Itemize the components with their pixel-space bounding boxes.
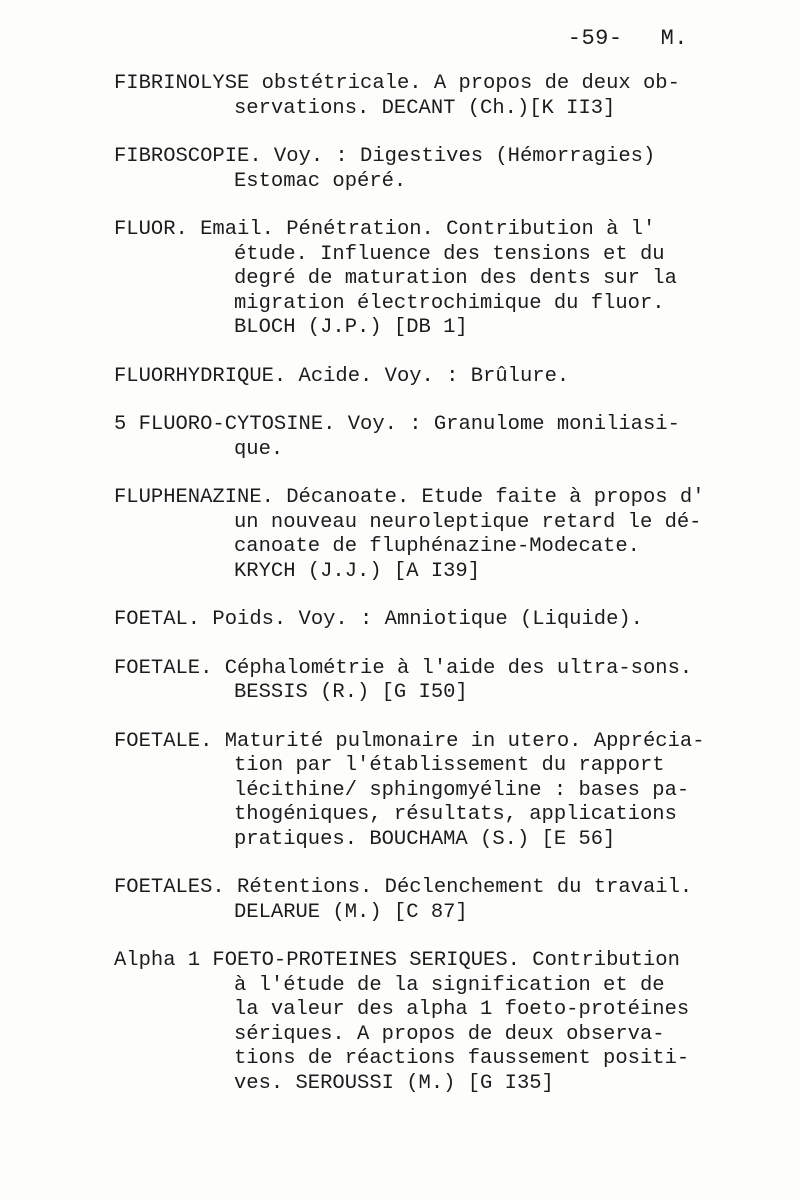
- entry-heading-line: FOETALES. Rétentions. Déclenchement du travail.: [114, 876, 693, 899]
- entry-heading-line: FIBRINOLYSE obstétricale. A propos de deux ob-: [114, 72, 680, 95]
- entry-continuation-line: tion par l'établissement du rapport: [234, 754, 665, 777]
- entry-heading-line: FLUPHENAZINE. Décanoate. Etude faite à propos d': [114, 486, 705, 509]
- entry-heading-line: FLUOR. Email. Pénétration. Contribution à l': [114, 218, 656, 241]
- index-entry: [114, 218, 694, 341]
- entry-continuation-line: BESSIS (R.) [G I50]: [234, 681, 468, 704]
- entry-continuation-line: que.: [234, 437, 284, 461]
- entry-heading-line: FLUORHYDRIQUE. Acide. Voy. : Brûlure.: [114, 364, 570, 388]
- entry-heading-line: FOETALE. Céphalométrie à l'aide des ultra-sons.: [114, 656, 693, 680]
- entry-continuation-line: lécithine/ sphingomyéline : bases pa-: [234, 778, 690, 802]
- entry-continuation-line: degré de maturation des dents sur la: [234, 267, 677, 290]
- entry-continuation-line: un nouveau neuroleptique retard le dé-: [234, 510, 702, 534]
- entry-continuation-line: la valeur des alpha 1 foeto-protéines: [234, 998, 690, 1021]
- entry-continuation-line: KRYCH (J.J.) [A I39]: [234, 559, 481, 583]
- entry-continuation-line: Estomac opéré.: [234, 169, 407, 193]
- entry-continuation-line: migration électrochimique du fluor.: [234, 291, 665, 315]
- entry-continuation-line: à l'étude de la signification et de: [234, 973, 665, 997]
- page-header: [568, 26, 688, 51]
- index-entry: [114, 949, 694, 1096]
- index-entry: [114, 72, 694, 121]
- entry-continuation-line: étude. Influence des tensions et du: [234, 242, 665, 266]
- index-entry: [114, 876, 694, 925]
- index-entry: [114, 145, 694, 194]
- entry-continuation-line: DELARUE (M.) [C 87]: [234, 900, 468, 924]
- entry-heading-line: FOETALE. Maturité pulmonaire in utero. Apprécia-: [114, 729, 705, 753]
- entry-heading-line: Alpha 1 FOETO-PROTEINES SERIQUES. Contribution: [114, 949, 680, 972]
- entry-continuation-line: tions de réactions faussement positi-: [234, 1047, 690, 1070]
- index-entry: [114, 413, 694, 462]
- index-entries: [114, 72, 705, 1120]
- entry-continuation-line: canoate de fluphénazine-Modecate.: [234, 535, 640, 558]
- index-entry: [114, 657, 694, 706]
- index-entry: [114, 729, 705, 853]
- index-entry: [114, 365, 694, 390]
- index-entry: [114, 486, 705, 584]
- entry-heading-line: FOETAL. Poids. Voy. : Amniotique (Liquide).: [114, 608, 643, 631]
- section-letter: M.: [660, 26, 688, 51]
- entry-continuation-line: servations. DECANT (Ch.)[K II3]: [234, 96, 616, 120]
- entry-continuation-line: thogéniques, résultats, applications: [234, 803, 677, 826]
- entry-continuation-line: pratiques. BOUCHAMA (S.) [E 56]: [234, 827, 616, 851]
- page-number: -59-: [567, 26, 623, 51]
- entry-heading-line: 5 FLUORO-CYTOSINE. Voy. : Granulome moniliasi-: [114, 413, 680, 436]
- entry-continuation-line: BLOCH (J.P.) [DB 1]: [234, 316, 468, 339]
- entry-continuation-line: ves. SEROUSSI (M.) [G I35]: [234, 1071, 554, 1095]
- entry-continuation-line: sériques. A propos de deux observa-: [234, 1022, 665, 1046]
- index-entry: [114, 608, 694, 633]
- entry-heading-line: FIBROSCOPIE. Voy. : Digestives (Hémorragies): [114, 145, 656, 168]
